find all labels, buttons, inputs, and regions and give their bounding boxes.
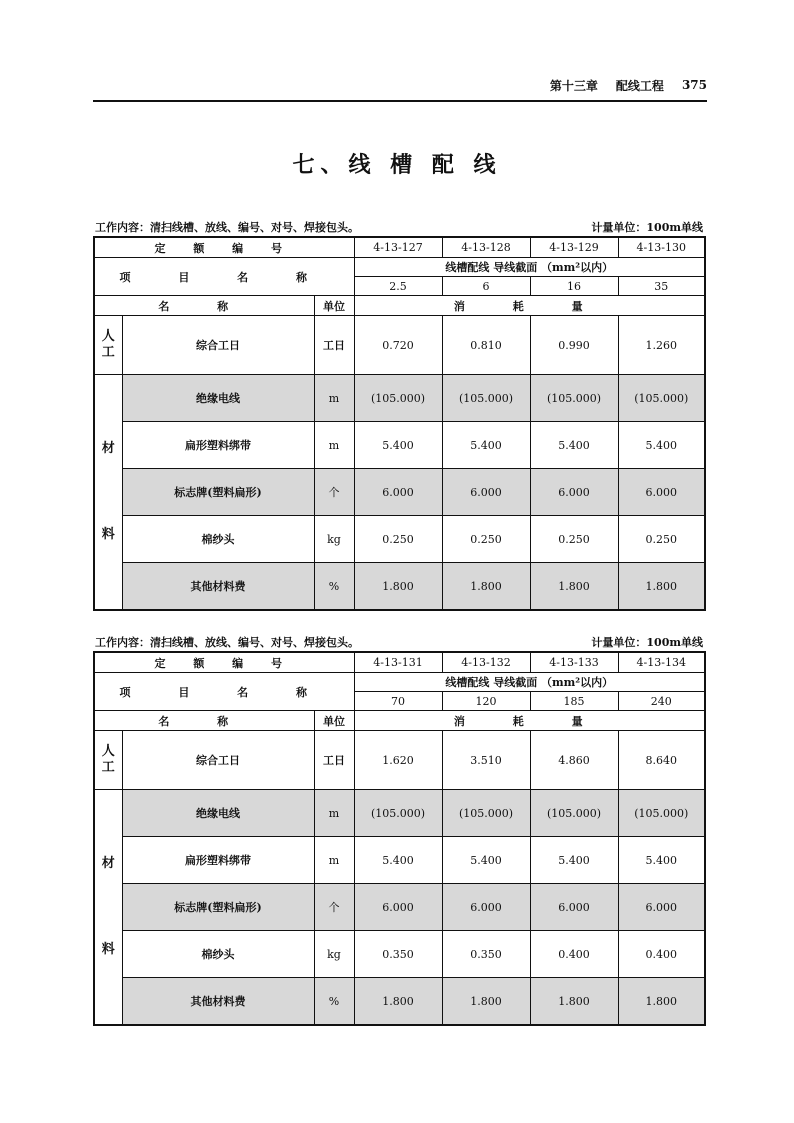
material-value: 1.800 (442, 563, 530, 611)
section-label: 配线工程 (615, 78, 664, 93)
quota-code-header: 定 额 编 号 (94, 652, 354, 673)
page-number: 375 (681, 78, 707, 92)
material-value: 6.000 (530, 469, 618, 516)
quota-code-header: 定 额 编 号 (94, 237, 354, 258)
table-row (94, 375, 705, 422)
item-name-header: 项 目 名 称 (94, 673, 354, 711)
material-value: (105.000) (442, 790, 530, 837)
table-row (94, 731, 705, 790)
material-value: 1.800 (618, 978, 705, 1026)
quota-table (93, 651, 706, 1026)
work-content-label: 工作内容：清扫线槽、放线、编号、对号、焊接包头。 (95, 636, 359, 649)
material-value: 6.000 (618, 884, 705, 931)
unit-column-header: 单位 (314, 711, 354, 731)
wire-size: 240 (618, 692, 705, 711)
material-value: 0.400 (618, 931, 705, 978)
material-value: 5.400 (354, 422, 442, 469)
labor-value: 4.860 (530, 731, 618, 790)
material-value: 0.250 (354, 516, 442, 563)
quota-code: 4-13-128 (442, 237, 530, 258)
table-row (94, 516, 705, 563)
labor-category (94, 316, 122, 375)
table-row (94, 469, 705, 516)
unit-column-header: 单位 (314, 296, 354, 316)
labor-char: 工 (101, 760, 115, 775)
material-char: 材 (101, 441, 115, 456)
table-row (94, 711, 705, 731)
material-value: 1.800 (442, 978, 530, 1026)
item-name-header: 项 目 名 称 (94, 258, 354, 296)
wire-size: 35 (618, 277, 705, 296)
material-name: 其他材料费 (122, 563, 314, 611)
material-value: 1.800 (354, 978, 442, 1026)
material-name: 扁形塑料绑带 (122, 422, 314, 469)
material-value: (105.000) (618, 375, 705, 422)
quota-code: 4-13-129 (530, 237, 618, 258)
wire-section-subhead: 线槽配线 导线截面 （mm²以内） (354, 673, 705, 692)
material-char: 料 (101, 942, 115, 957)
quota-code: 4-13-127 (354, 237, 442, 258)
material-unit: 个 (314, 469, 354, 516)
table-row (94, 652, 705, 673)
material-value: 0.250 (618, 516, 705, 563)
material-value: 6.000 (442, 884, 530, 931)
table-row (94, 237, 705, 258)
material-value: 0.350 (354, 931, 442, 978)
wire-size: 185 (530, 692, 618, 711)
material-value: (105.000) (530, 790, 618, 837)
material-value: (105.000) (354, 790, 442, 837)
wire-size: 2.5 (354, 277, 442, 296)
material-value: (105.000) (530, 375, 618, 422)
wire-size: 120 (442, 692, 530, 711)
material-unit: m (314, 422, 354, 469)
labor-category (94, 731, 122, 790)
consumption-header: 消 耗 量 (354, 711, 705, 731)
table-row (94, 422, 705, 469)
material-value: (105.000) (354, 375, 442, 422)
table-row (94, 790, 705, 837)
material-value: 5.400 (354, 837, 442, 884)
quota-code: 4-13-132 (442, 652, 530, 673)
labor-unit: 工日 (314, 731, 354, 790)
labor-value: 1.260 (618, 316, 705, 375)
material-value: 5.400 (618, 422, 705, 469)
measure-unit-label: 计量单位：100m单线 (591, 636, 703, 649)
material-value: 6.000 (442, 469, 530, 516)
material-name: 其他材料费 (122, 978, 314, 1026)
table-row (94, 884, 705, 931)
material-unit: m (314, 837, 354, 884)
labor-char: 工 (101, 345, 115, 360)
table-row (94, 931, 705, 978)
material-value: 5.400 (530, 422, 618, 469)
quota-code: 4-13-130 (618, 237, 705, 258)
quota-table (93, 236, 706, 611)
labor-char: 人 (101, 744, 115, 759)
table-caption (95, 220, 703, 234)
material-value: (105.000) (442, 375, 530, 422)
material-value: 0.250 (530, 516, 618, 563)
quota-code: 4-13-134 (618, 652, 705, 673)
table-row (94, 673, 705, 692)
material-value: 6.000 (530, 884, 618, 931)
table-row (94, 296, 705, 316)
material-value: 1.800 (530, 563, 618, 611)
material-value: 1.800 (354, 563, 442, 611)
wire-size: 6 (442, 277, 530, 296)
material-value: 1.800 (618, 563, 705, 611)
page-title: 七、线 槽 配 线 (292, 153, 502, 178)
labor-value: 1.620 (354, 731, 442, 790)
measure-unit-label: 计量单位：100m单线 (591, 221, 703, 234)
material-value: 5.400 (442, 837, 530, 884)
quota-code: 4-13-131 (354, 652, 442, 673)
page-header (93, 72, 707, 98)
material-value: (105.000) (618, 790, 705, 837)
material-unit: m (314, 375, 354, 422)
material-name: 绝缘电线 (122, 375, 314, 422)
labor-char: 人 (101, 329, 115, 344)
material-char: 料 (101, 527, 115, 542)
labor-value: 0.720 (354, 316, 442, 375)
material-unit: kg (314, 516, 354, 563)
labor-value: 0.990 (530, 316, 618, 375)
material-unit: % (314, 978, 354, 1026)
header-divider (93, 100, 707, 102)
wire-size: 16 (530, 277, 618, 296)
material-value: 1.800 (530, 978, 618, 1026)
labor-unit: 工日 (314, 316, 354, 375)
material-name: 扁形塑料绑带 (122, 837, 314, 884)
quota-code: 4-13-133 (530, 652, 618, 673)
material-value: 5.400 (618, 837, 705, 884)
material-unit: kg (314, 931, 354, 978)
material-unit: 个 (314, 884, 354, 931)
material-value: 6.000 (618, 469, 705, 516)
material-name: 绝缘电线 (122, 790, 314, 837)
work-content-label: 工作内容：清扫线槽、放线、编号、对号、焊接包头。 (95, 221, 359, 234)
table-row (94, 258, 705, 277)
table-caption (95, 635, 703, 649)
material-value: 0.250 (442, 516, 530, 563)
wire-section-subhead: 线槽配线 导线截面 （mm²以内） (354, 258, 705, 277)
labor-name: 综合工日 (122, 316, 314, 375)
material-unit: m (314, 790, 354, 837)
material-unit: % (314, 563, 354, 611)
name-column-header: 名 称 (94, 711, 314, 731)
wire-size: 70 (354, 692, 442, 711)
labor-value: 0.810 (442, 316, 530, 375)
material-name: 标志牌(塑料扁形) (122, 469, 314, 516)
material-name: 棉纱头 (122, 516, 314, 563)
material-value: 5.400 (530, 837, 618, 884)
chapter-label: 第十三章 (549, 78, 598, 93)
labor-value: 8.640 (618, 731, 705, 790)
material-name: 标志牌(塑料扁形) (122, 884, 314, 931)
labor-value: 3.510 (442, 731, 530, 790)
labor-name: 综合工日 (122, 731, 314, 790)
material-name: 棉纱头 (122, 931, 314, 978)
material-value: 5.400 (442, 422, 530, 469)
material-category (94, 790, 122, 1026)
material-char: 材 (101, 856, 115, 871)
consumption-header: 消 耗 量 (354, 296, 705, 316)
table-row (94, 978, 705, 1026)
table-row (94, 837, 705, 884)
material-value: 0.400 (530, 931, 618, 978)
table-row (94, 316, 705, 375)
table-row (94, 563, 705, 611)
material-category (94, 375, 122, 611)
material-value: 6.000 (354, 884, 442, 931)
material-value: 6.000 (354, 469, 442, 516)
name-column-header: 名 称 (94, 296, 314, 316)
material-value: 0.350 (442, 931, 530, 978)
